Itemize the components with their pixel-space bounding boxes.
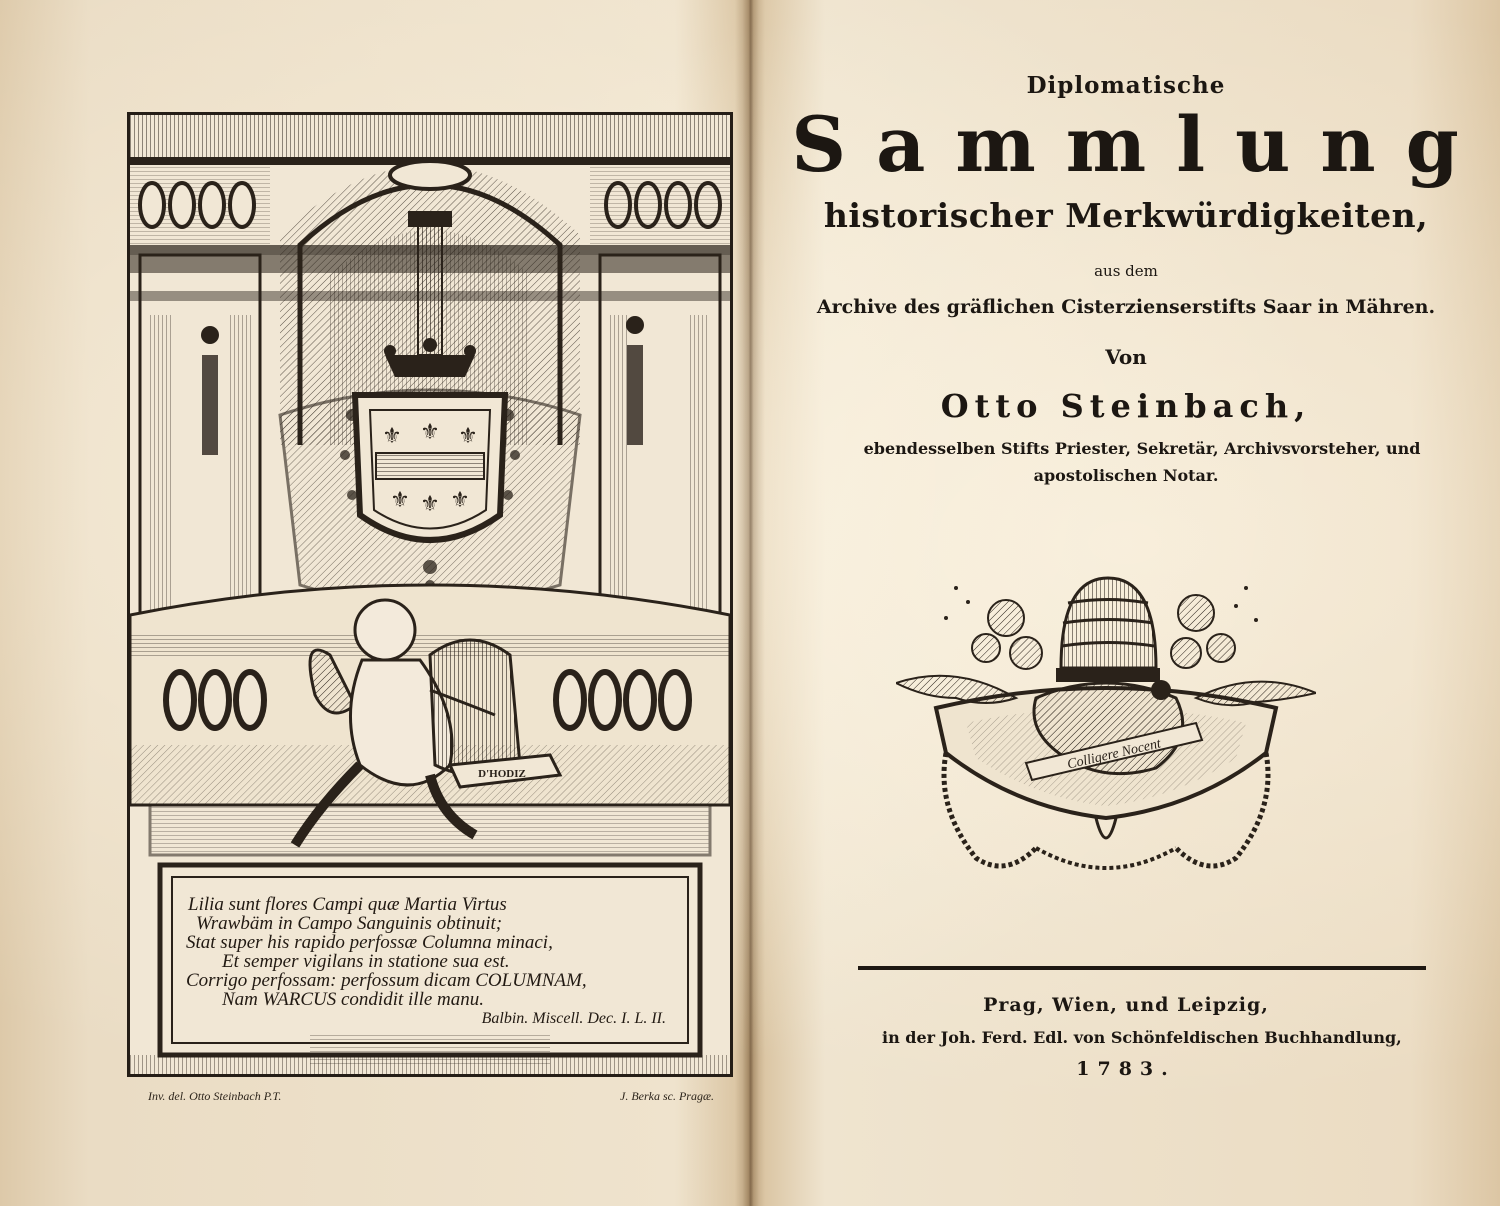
- archive-line: Archive des gräflichen Cisterzienserstifts Saar in Mähren.: [816, 296, 1436, 318]
- frontispiece-engraving: [127, 112, 733, 1077]
- inscription-line: Nam WARCUS condidit ille manu.: [222, 989, 485, 1010]
- right-page-title-page: [752, 0, 1500, 1206]
- inscription-line: Stat super his rapido perfossæ Columna minaci,: [186, 932, 553, 953]
- engraving-credit-engraver: J. Berka sc. Pragæ.: [620, 1089, 714, 1103]
- title-kicker: Diplomatische: [1026, 72, 1226, 99]
- book-subtitle: historischer Merkwürdigkeiten,: [823, 196, 1429, 235]
- svg-text:⚜: ⚜: [450, 488, 470, 513]
- svg-text:⚜: ⚜: [382, 424, 402, 449]
- publication-places: Prag, Wien, und Leipzig,: [983, 994, 1269, 1016]
- aus-dem-line: aus dem: [1094, 262, 1158, 280]
- svg-text:⚜: ⚜: [420, 420, 440, 445]
- engraving-credit-designer: Inv. del. Otto Steinbach P.T.: [148, 1089, 282, 1103]
- beehive-vignette: [896, 558, 1316, 898]
- publication-year: 1783.: [1076, 1058, 1176, 1080]
- inscription-line: Et semper vigilans in statione sua est.: [222, 951, 510, 972]
- book-title: Sammlung: [791, 100, 1489, 189]
- inscription-citation: Balbin. Miscell. Dec. I. L. II.: [481, 1010, 666, 1027]
- von-line: Von: [1105, 345, 1147, 369]
- author-name: Otto Steinbach,: [940, 387, 1312, 425]
- vignette-motto: Colligere Nocent: [1065, 736, 1163, 773]
- inscription-line: Lilia sunt flores Campi quæ Martia Virtus: [188, 894, 507, 915]
- author-description-line1: ebendesselben Stifts Priester, Sekretär, Archivsvorsteher, und: [863, 439, 1421, 458]
- author-description-line2: apostolischen Notar.: [1033, 466, 1219, 485]
- title-page-rule: [858, 966, 1426, 970]
- inscription-line: Corrigo perfossam: perfossum dicam COLUMNAM,: [186, 970, 587, 991]
- inscription-line: Wrawbäm in Campo Sanguinis obtinuit;: [196, 913, 503, 934]
- left-page-frontispiece: [0, 0, 748, 1206]
- svg-text:⚜: ⚜: [390, 488, 410, 513]
- banner-text: D'HODIZ: [478, 768, 526, 780]
- plate-inscription: [182, 895, 672, 1045]
- svg-text:⚜: ⚜: [420, 492, 440, 517]
- publisher-line: in der Joh. Ferd. Edl. von Schönfeldischen Buchhandlung,: [882, 1028, 1402, 1047]
- svg-text:⚜: ⚜: [458, 424, 478, 449]
